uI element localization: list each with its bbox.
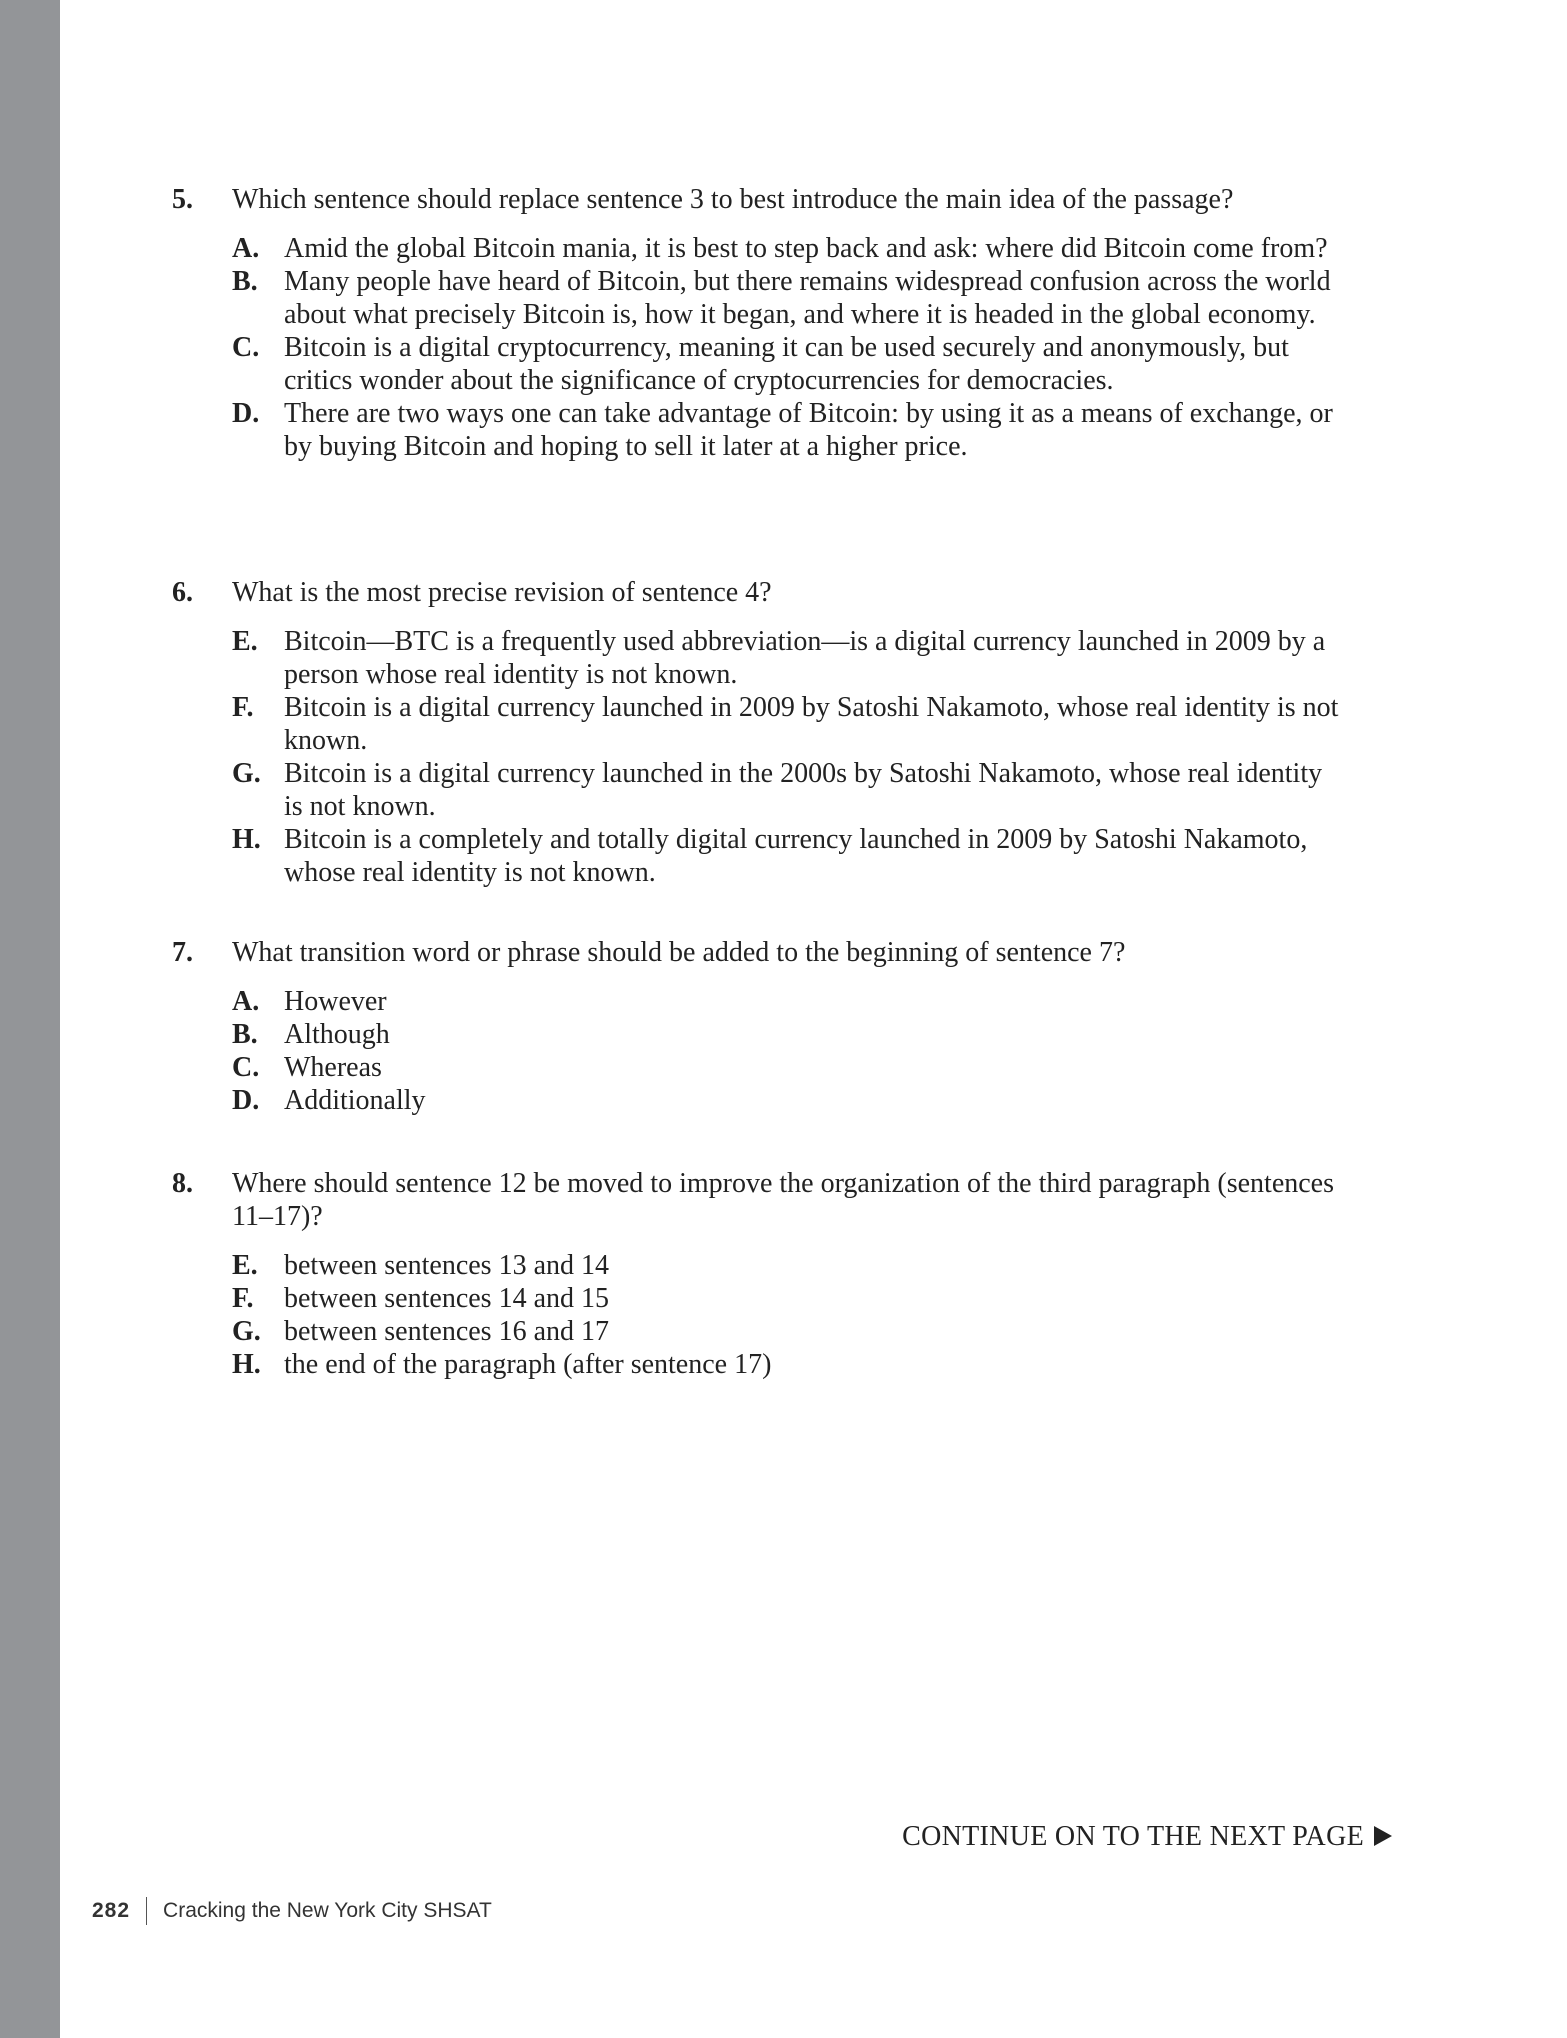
answer-choice	[232, 1282, 1344, 1315]
answer-choice	[232, 1084, 1344, 1117]
choice-letter: G.	[232, 1316, 261, 1347]
choice-letter: G.	[232, 758, 261, 789]
continue-notice	[902, 1820, 1392, 1853]
question-text: Where should sentence 12 be moved to improve the organization of the third paragraph (sentences 11–17)?	[232, 1168, 1334, 1232]
choice-letter: E.	[232, 1250, 258, 1281]
choice-text: Bitcoin is a digital currency launched in 2009 by Satoshi Nakamoto, whose real identity is not known.	[284, 692, 1339, 756]
answer-choice	[232, 1018, 1344, 1051]
choice-text: Bitcoin is a completely and totally digital currency launched in 2009 by Satoshi Nakamoto, whose real identity is not known.	[284, 824, 1308, 888]
question-8	[172, 1167, 1372, 1381]
question-number: 6.	[172, 577, 193, 608]
question-number: 5.	[172, 184, 193, 215]
question-number: 7.	[172, 937, 193, 968]
choice-text: However	[284, 986, 387, 1017]
choice-text: Many people have heard of Bitcoin, but there remains widespread confusion across the world about what precisely Bitcoin is, how it began, and where it is headed in the global economy.	[284, 266, 1331, 330]
page-number: 282	[92, 1899, 131, 1922]
choice-letter: F.	[232, 692, 254, 723]
choice-letter: C.	[232, 332, 260, 363]
choice-text: Additionally	[284, 1085, 426, 1116]
answer-choice	[232, 1249, 1344, 1282]
choice-text: Whereas	[284, 1052, 382, 1083]
choice-letter: H.	[232, 1349, 261, 1380]
choice-text: Amid the global Bitcoin mania, it is best to step back and ask: where did Bitcoin come from?	[284, 233, 1328, 264]
question-5	[172, 183, 1372, 463]
question-text: Which sentence should replace sentence 3 to best introduce the main idea of the passage?	[232, 184, 1234, 215]
footer-divider	[146, 1897, 147, 1925]
question-stem	[172, 1167, 1342, 1233]
answer-choice	[232, 265, 1344, 331]
page-footer	[92, 1897, 492, 1925]
question-text: What is the most precise revision of sentence 4?	[232, 577, 772, 608]
choice-text: Although	[284, 1019, 390, 1050]
answer-choice	[232, 985, 1344, 1018]
answer-choice	[232, 331, 1344, 397]
answer-choice	[232, 691, 1344, 757]
question-7	[172, 936, 1372, 1117]
answer-choices	[172, 232, 1372, 463]
answer-choice	[232, 397, 1344, 463]
question-stem	[172, 183, 1372, 216]
choice-text: Bitcoin is a digital cryptocurrency, meaning it can be used securely and anonymously, but critics wonder about the significance of cryptocurrencies for democracies.	[284, 332, 1289, 396]
choice-text: between sentences 16 and 17	[284, 1316, 609, 1347]
choice-text: Bitcoin is a digital currency launched in the 2000s by Satoshi Nakamoto, whose real identity is not known.	[284, 758, 1323, 822]
question-stem	[172, 576, 1372, 609]
choice-letter: A.	[232, 233, 260, 264]
answer-choice	[232, 1051, 1344, 1084]
book-title: Cracking the New York City SHSAT	[163, 1899, 492, 1922]
right-triangle-arrow-icon	[1374, 1826, 1392, 1846]
answer-choice	[232, 232, 1344, 265]
choice-text: Bitcoin—BTC is a frequently used abbreviation—is a digital currency launched in 2009 by a person whose real identity is not known.	[284, 626, 1326, 690]
choice-letter: D.	[232, 1085, 260, 1116]
choice-letter: A.	[232, 986, 260, 1017]
choice-text: between sentences 14 and 15	[284, 1283, 609, 1314]
choice-letter: H.	[232, 824, 261, 855]
choice-letter: E.	[232, 626, 258, 657]
question-number: 8.	[172, 1168, 193, 1199]
answer-choices	[172, 625, 1372, 889]
choice-text: between sentences 13 and 14	[284, 1250, 609, 1281]
question-stem	[172, 936, 1372, 969]
choice-letter: C.	[232, 1052, 260, 1083]
question-6	[172, 576, 1372, 889]
answer-choice	[232, 823, 1344, 889]
choice-letter: B.	[232, 266, 258, 297]
answer-choices	[172, 1249, 1372, 1381]
answer-choice	[232, 757, 1344, 823]
page-side-bar	[0, 0, 60, 2038]
answer-choice	[232, 1315, 1344, 1348]
choice-text: There are two ways one can take advantage of Bitcoin: by using it as a means of exchange, or by buying Bitcoin and hoping to sell it later at a higher price.	[284, 398, 1333, 462]
choice-text: the end of the paragraph (after sentence 17)	[284, 1349, 772, 1380]
answer-choice	[232, 1348, 1344, 1381]
answer-choice	[232, 625, 1344, 691]
choice-letter: D.	[232, 398, 260, 429]
question-text: What transition word or phrase should be added to the beginning of sentence 7?	[232, 937, 1126, 968]
choice-letter: F.	[232, 1283, 254, 1314]
answer-choices	[172, 985, 1372, 1117]
choice-letter: B.	[232, 1019, 258, 1050]
continue-text: CONTINUE ON TO THE NEXT PAGE	[902, 1821, 1364, 1852]
